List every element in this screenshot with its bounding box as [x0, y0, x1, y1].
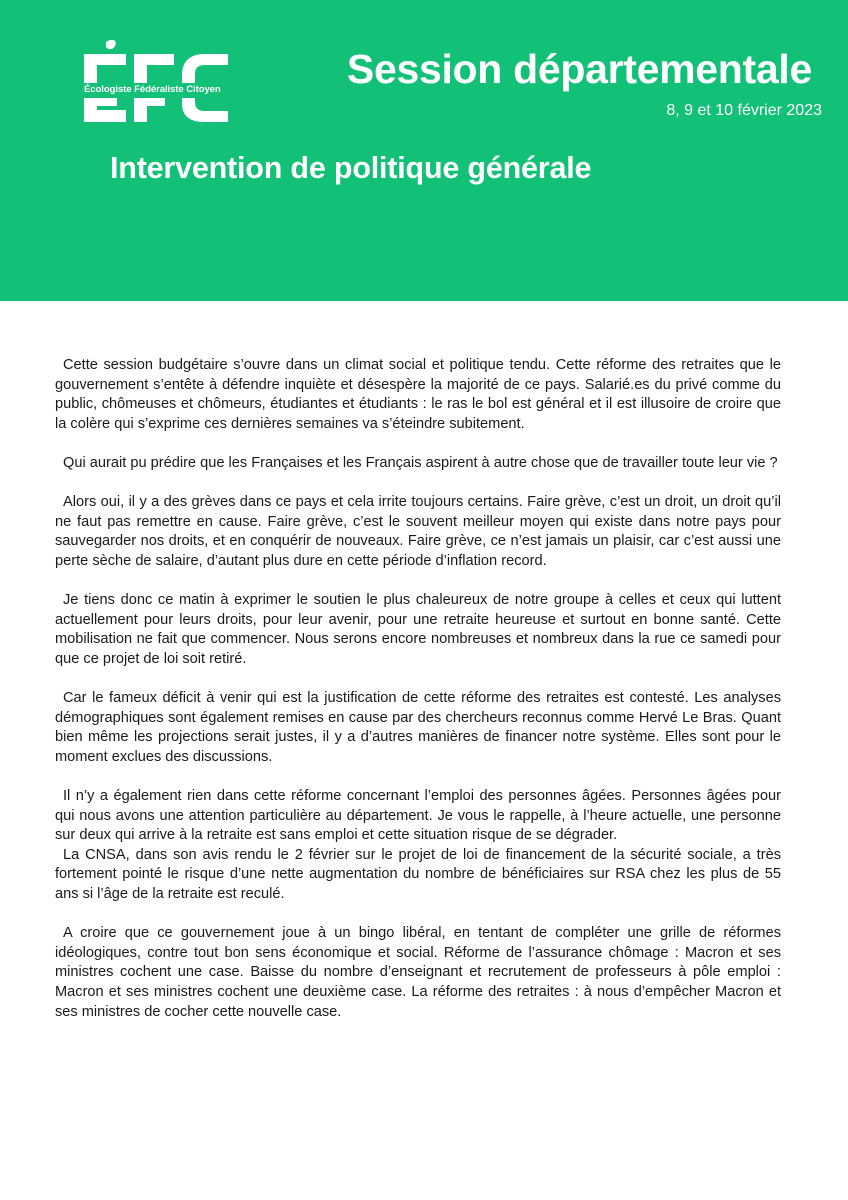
paragraph: Alors oui, il y a des grèves dans ce pays et cela irrite toujours certains. Faire grève, c’est un droit, un droit qu’il ne faut pas remettre en cause. Faire grève, c’est le souvent meilleur moyen qui existe dans notre pays pour sauvegarder nos droits, et en conquérir de nouveaux. Faire grève, ce n’est jamais un plaisir, car c’est aussi une perte sèche de salaire, d’autant plus dure en cette période d’inflation record. [55, 494, 781, 569]
paragraph: A croire que ce gouvernement joue à un bingo libéral, en tentant de compléter une grille de réformes idéologiques, contre tout bon sens économique et social. Réforme de l’assurance chômage : Macron et ses ministres cochent une case. Baisse du nombre d’enseignant et recrutement de professeurs à pôle emploi : Macron et ses ministres cochent une deuxième case. La réforme des retraites : à nous d’empêcher Macron et ses ministres de cocher cette nouvelle case. [55, 925, 781, 1020]
header-banner [0, 0, 848, 301]
paragraph: La CNSA, dans son avis rendu le 2 février sur le projet de loi de financement de la sécurité sociale, a très fortement pointé le risque d’une nette augmentation du nombre de bénéficiaires sur RSA chez les plus de 55 ans si l’âge de la retraite est reculé. [55, 846, 781, 903]
logo-tagline: Écologiste Fédéraliste Citoyen [84, 84, 221, 95]
paragraph: Qui aurait pu prédire que les Françaises et les Français aspirent à autre chose que de travailler toute leur vie ? [63, 454, 778, 471]
speech-body [55, 356, 781, 1022]
paragraph: Cette session budgétaire s’ouvre dans un climat social et politique tendu. Cette réforme des retraites que le gouvernement s’entête à défendre inquiète et désespère la majorité de ce pays. Salarié.es du privé comme du public, chômeuses et chômeurs, étudiantes et étudiants : le ras le bol est général et il est illusoire de croire que la colère qui s’exprime ces dernières semaines va s’éteindre subitement. [55, 357, 781, 432]
session-title: Session départementale [346, 46, 812, 92]
paragraph: Je tiens donc ce matin à exprimer le soutien le plus chaleureux de notre groupe à celles et ceux qui luttent actuellement pour leurs droits, pour leur avenir, pour une retraite heureuse et surtout en bonne santé. Cette mobilisation ne fait que commencer. Nous serons encore nombreuses et nombreux dans la rue ce samedi pour que ce projet de loi soit retiré. [55, 592, 781, 667]
intervention-title: Intervention de politique générale [110, 151, 592, 185]
efc-logo [84, 38, 232, 124]
session-dates: 8, 9 et 10 février 2023 [666, 102, 822, 119]
paragraph: Il n’y a également rien dans cette réforme concernant l’emploi des personnes âgées. Personnes âgées pour qui nous avons une attention particulière au département. Je vous le rappelle, à l’heure actuelle, une personne sur deux qui arrive à la retraite est sans emploi et cette situation risque de se dégrader. [55, 788, 781, 844]
efc-logo-mark [84, 38, 232, 124]
paragraph: Car le fameux déficit à venir qui est la justification de cette réforme des retraites est contesté. Les analyses démographiques sont également remises en cause par des chercheurs reconnus comme Hervé Le Bras. Quant bien même les projections serait justes, il y a d’autres manières de financer notre système. Elles sont pour le moment exclues des discussions. [55, 690, 781, 765]
